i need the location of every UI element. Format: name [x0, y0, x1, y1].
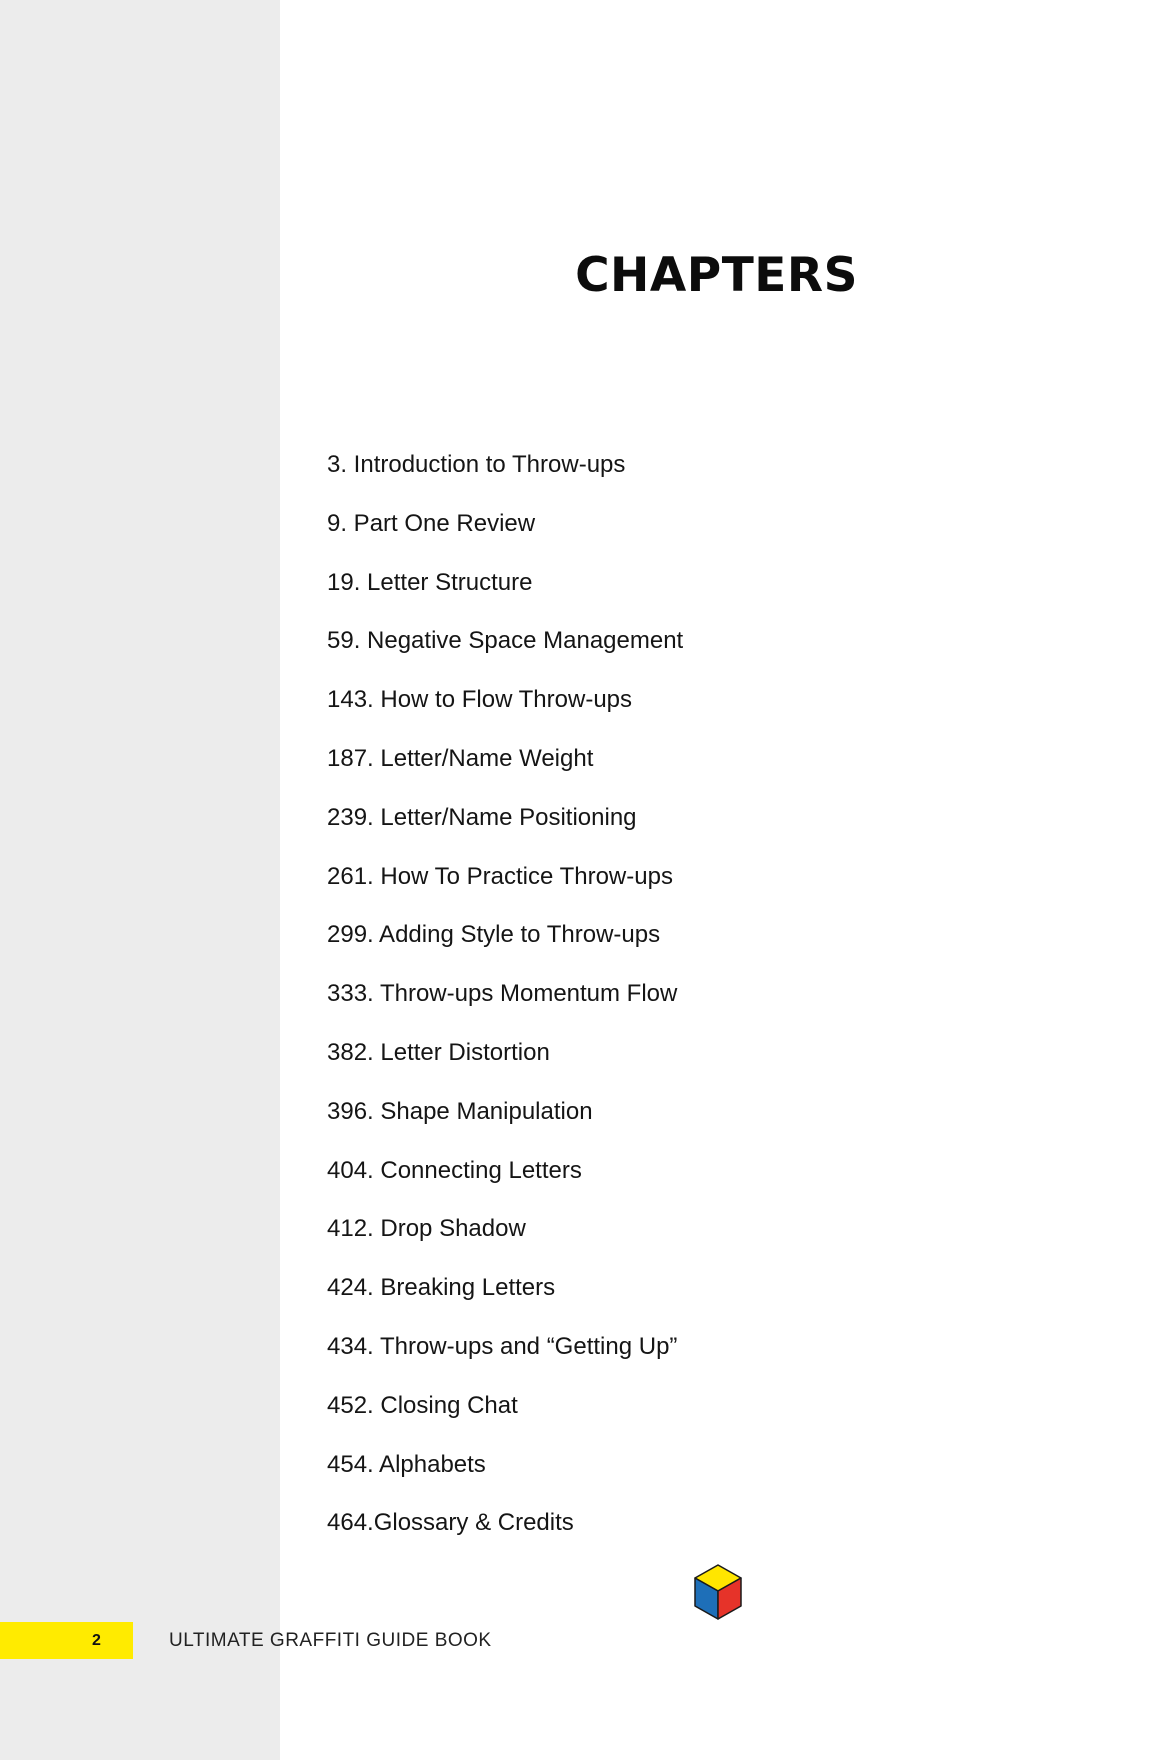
chapter-item: 424. Breaking Letters [327, 1274, 556, 1302]
chapter-item: 412. Drop Shadow [327, 1215, 526, 1243]
chapter-item: 9. Part One Review [327, 509, 536, 537]
chapter-item: 454. Alphabets [327, 1450, 486, 1478]
chapter-item: 299. Adding Style to Throw-ups [327, 921, 661, 949]
chapter-list [327, 436, 683, 1553]
chapter-item: 187. Letter/Name Weight [327, 744, 594, 772]
chapter-item: 59. Negative Space Management [327, 627, 684, 655]
cube-logo-icon [692, 1563, 744, 1621]
page-title: CHAPTERS [575, 248, 858, 303]
chapter-item: 239. Letter/Name Positioning [327, 803, 637, 831]
chapter-item: 19. Letter Structure [327, 568, 533, 596]
chapter-item: 452. Closing Chat [327, 1391, 518, 1419]
chapter-item: 404. Connecting Letters [327, 1156, 582, 1184]
chapter-item: 396. Shape Manipulation [327, 1097, 593, 1125]
chapter-item: 333. Throw-ups Momentum Flow [327, 980, 678, 1008]
chapter-item: 434. Throw-ups and “Getting Up” [327, 1332, 678, 1360]
footer-book-title: ULTIMATE GRAFFITI GUIDE BOOK [169, 1630, 492, 1651]
chapter-item: 464.Glossary & Credits [327, 1509, 574, 1537]
chapter-item: 261. How To Practice Throw-ups [327, 862, 673, 890]
left-sidebar-panel [0, 0, 280, 1760]
chapter-item: 382. Letter Distortion [327, 1038, 550, 1066]
chapter-item: 143. How to Flow Throw-ups [327, 686, 633, 714]
chapter-item: 3. Introduction to Throw-ups [327, 451, 626, 478]
page-number: 2 [92, 1632, 101, 1649]
